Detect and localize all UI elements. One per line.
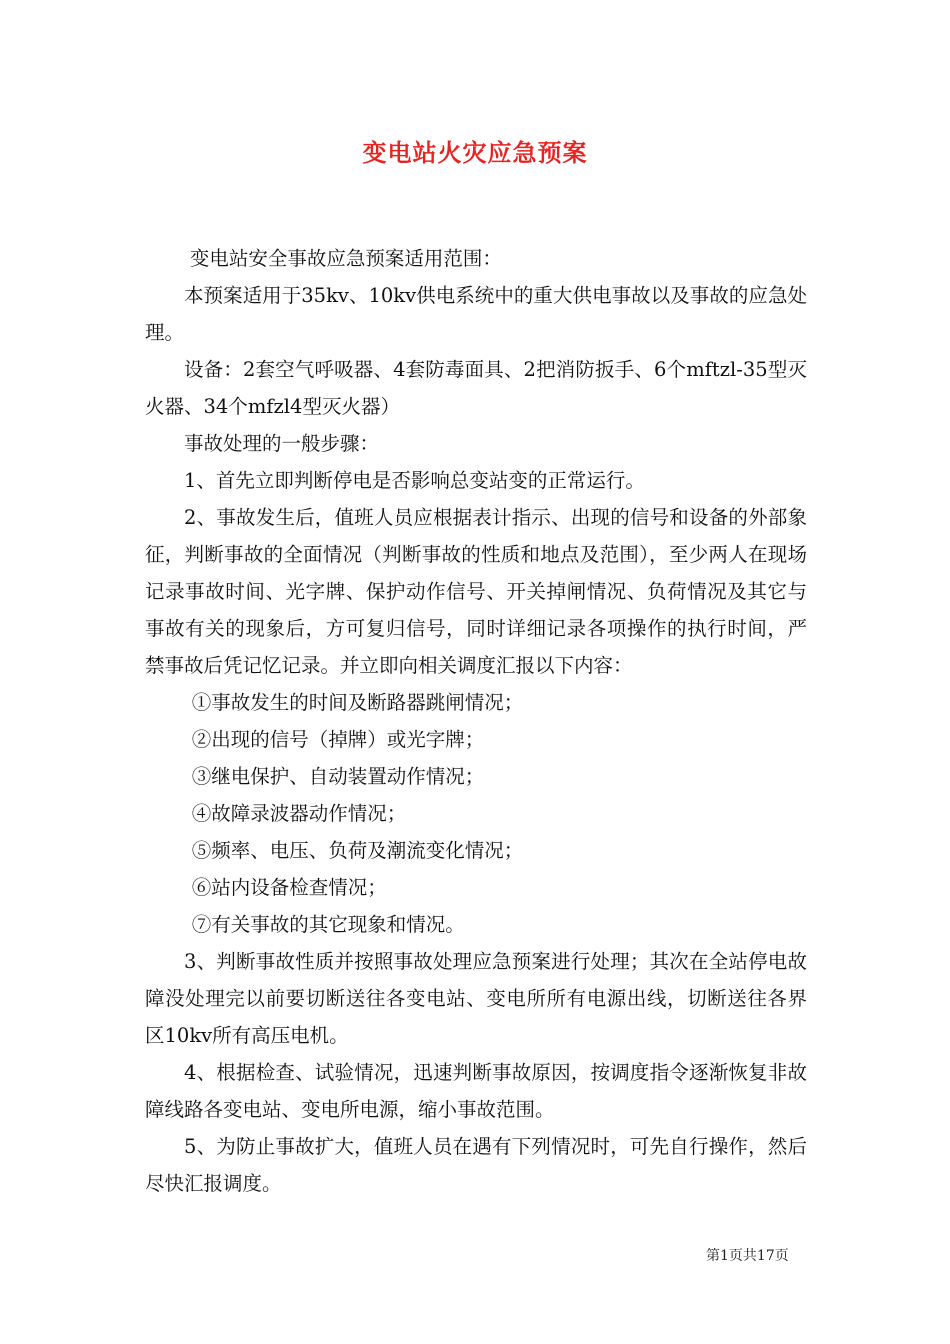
step-4: 4、根据检查、试验情况，迅速判断事故原因，按调度指令逐渐恢复非故障线路各变电站、变电所电源，缩小事故范围。 <box>145 1061 807 1121</box>
document-body <box>145 240 807 1202</box>
scope-heading: 变电站安全事故应急预案适用范围： <box>189 247 502 270</box>
report-item-6: ⑥站内设备检查情况； <box>191 876 387 899</box>
page-number: 第1页共17页 <box>706 1248 789 1264</box>
report-item-2: ②出现的信号（掉牌）或光字牌； <box>191 728 485 751</box>
step-3: 3、判断事故性质并按照事故处理应急预案进行处理；其次在全站停电故障没处理完以前要切断送往各变电站、变电所所有电源出线，切断送往各界区10kv所有高压电机。 <box>145 950 807 1047</box>
report-item-7: ⑦有关事故的其它现象和情况。 <box>191 913 465 936</box>
report-item-3: ③继电保护、自动装置动作情况； <box>191 765 485 788</box>
document-title: 变电站火灾应急预案 <box>362 138 588 167</box>
steps-heading: 事故处理的一般步骤： <box>184 432 380 455</box>
step-1: 1、首先立即判断停电是否影响总变站变的正常运行。 <box>184 469 645 492</box>
step-5: 5、为防止事故扩大，值班人员在遇有下列情况时，可先自行操作，然后尽快汇报调度。 <box>145 1135 807 1195</box>
equipment-paragraph: 设备：2套空气呼吸器、4套防毒面具、2把消防扳手、6个mftzl-35型灭火器、34个mfzl4型灭火器） <box>145 358 807 418</box>
report-item-5: ⑤频率、电压、负荷及潮流变化情况； <box>191 839 524 862</box>
scope-paragraph: 本预案适用于35kv、10kv供电系统中的重大供电事故以及事故的应急处理。 <box>145 284 807 344</box>
report-item-4: ④故障录波器动作情况； <box>191 802 407 825</box>
step-2: 2、事故发生后，值班人员应根据表计指示、出现的信号和设备的外部象征，判断事故的全面情况（判断事故的性质和地点及范围），至少两人在现场记录事故时间、光字牌、保护动作信号、开关掉闸情况、负荷情况及其它与事故有关的现象后，方可复归信号，同时详细记录各项操作的执行时间，严禁事故后凭记忆记录。并立即向相关调度汇报以下内容： <box>145 506 807 677</box>
report-item-1: ①事故发生的时间及断路器跳闸情况； <box>191 691 524 714</box>
